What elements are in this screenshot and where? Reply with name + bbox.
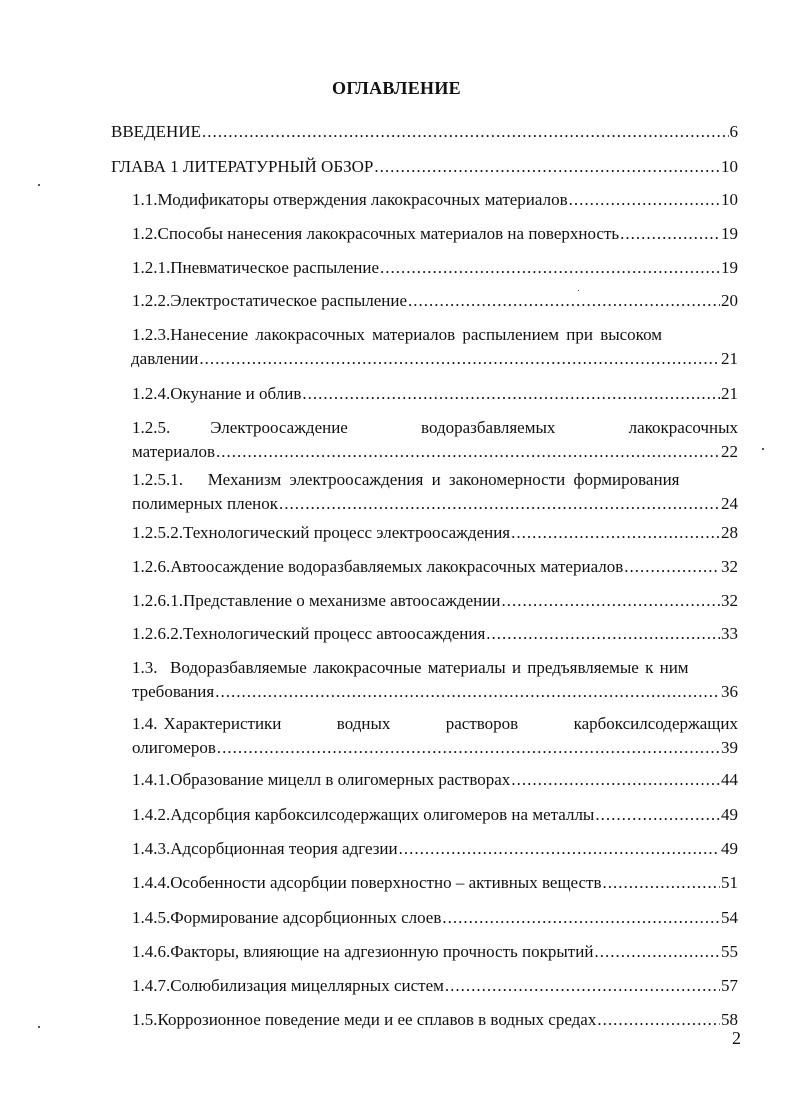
toc-entry-title: Модификаторы отверждения лакокрасочных материалов [157,190,568,209]
toc-entry-title: Способы нанесения лакокрасочных материалов на поверхность [157,224,620,243]
toc-entry-number: 1.4. [132,714,158,733]
toc-entry-title: Особенности адсорбции поверхностно – активных веществ [170,873,602,892]
scan-speck [38,184,40,186]
dot-leader [202,120,729,144]
toc-entry-number: 1.4.7. [132,976,171,995]
toc-entry-page: 51 [721,873,738,892]
toc-entry-number: 1.4.6. [132,942,171,961]
toc-entry-page: 57 [721,976,738,995]
toc-entry-page: 10 [721,190,738,209]
toc-entry-page: 32 [721,591,738,610]
dot-leader [408,289,720,313]
toc-entry-title: Окунание и облив [170,384,302,403]
toc-entry-introduction[interactable] [111,120,738,144]
toc-entry-1-2[interactable] [132,222,738,246]
toc-entry-title-word: лакокрасочных [628,418,738,437]
toc-entry-number: 1.2.6. [132,557,171,576]
toc-entry-title-cont: требования [132,682,215,701]
toc-entry-title-word: Электроосаждение [210,418,348,437]
toc-entry-title: Нанесение лакокрасочных материалов распылением при высоком [170,325,663,344]
toc-entry-number: 1.2.6.1. [132,591,183,610]
toc-entry-title: Адсорбционная теория адгезии [170,839,398,858]
toc-entry-1-5[interactable] [132,1008,738,1032]
toc-entry-title [164,712,739,736]
toc-entry-page: 39 [721,738,738,757]
dot-leader [486,622,720,646]
toc-entry-1-4-3[interactable] [132,837,738,861]
toc-entry-page: 55 [721,942,738,961]
dot-leader [603,871,720,895]
dot-leader [442,906,720,930]
toc-entry-title: Электростатическое распыление [170,291,408,310]
toc-entry-page: 49 [721,805,738,824]
toc-entry-title: ВВЕДЕНИЕ [111,122,201,141]
toc-entry-1-4-6[interactable] [132,940,738,964]
dot-leader [217,736,720,760]
scan-speck [762,448,764,450]
toc-entry-number: 1.5. [132,1010,158,1029]
toc-entry-1-2-6-1[interactable] [132,589,738,613]
toc-entry-page: 36 [721,682,738,701]
toc-entry-title: Образование мицелл в олигомерных растворах [170,770,511,789]
toc-entry-number: 1.4.4. [132,873,171,892]
dot-leader [216,440,720,464]
toc-entry-title: Механизм электроосаждения и закономерности формирования [207,470,680,489]
toc-entry-title-word: водных [336,714,391,733]
toc-entry-page: 44 [721,770,738,789]
toc-entry-number: 1.2.1. [132,258,171,277]
dot-leader [511,768,720,792]
toc-entry-page: 58 [721,1010,738,1029]
dot-leader [620,222,720,246]
toc-entry-1-4-7[interactable] [132,974,738,998]
toc-entry-number: 1.2. [132,224,158,243]
dot-leader [279,492,720,516]
toc-entry-title-word: водоразбавляемых [421,418,556,437]
toc-entry-1-2-5[interactable] [132,416,738,464]
dot-leader [594,940,720,964]
toc-entry-1-2-5-2[interactable] [132,521,738,545]
toc-entry-1-2-4[interactable] [132,382,738,406]
toc-entry-page: 10 [721,157,738,176]
dot-leader [569,188,720,212]
toc-entry-page: 6 [729,122,738,141]
toc-entry-number: 1.2.5.1. [132,470,183,489]
toc-entry-number: 1.4.1. [132,770,171,789]
dot-leader [511,521,720,545]
toc-entry-number: 1.4.5. [132,908,171,927]
scan-speck [578,290,579,291]
toc-entry-title: Технологический процесс электроосаждения [183,523,511,542]
toc-entry-page: 21 [721,349,738,368]
toc-entry-page: 22 [721,442,738,461]
toc-entry-number: 1.2.5. [132,418,171,437]
toc-entry-page: 49 [721,839,738,858]
toc-entry-title: Коррозионное поведение меди и ее сплавов в водных средах [157,1010,597,1029]
toc-entry-page: 32 [721,557,738,576]
toc-entry-1-4-2[interactable] [132,803,738,827]
dot-leader [624,555,720,579]
page-title: ОГЛАВЛЕНИЕ [332,78,461,98]
page-number: 2 [732,1028,741,1048]
toc-entry-title-cont: олигомеров [132,738,216,757]
toc-entry-title: Технологический процесс автоосаждения [183,624,486,643]
toc-entry-title: Формирование адсорбционных слоев [170,908,442,927]
toc-entry-title-cont: полимерных пленок [132,494,279,513]
toc-entry-title-word: растворов [445,714,519,733]
toc-entry-1-2-6-2[interactable] [132,622,738,646]
toc-entry-title: Солюбилизация мицеллярных систем [170,976,444,995]
toc-entry-1-4-5[interactable] [132,906,738,930]
toc-entry-1-4-4[interactable] [132,871,738,895]
toc-entry-1-2-1[interactable] [132,256,738,280]
toc-entry-title-cont: давлении [131,349,199,368]
dot-leader [374,155,720,179]
dot-leader [595,803,720,827]
dot-leader [597,1008,720,1032]
toc-entry-page: 19 [721,258,738,277]
toc-entry-1-2-3[interactable] [132,323,738,371]
toc-entry-page: 54 [721,908,738,927]
dot-leader [302,382,720,406]
toc-entry-1-2-5-1[interactable] [132,468,738,516]
toc-entry-title: ГЛАВА 1 ЛИТЕРАТУРНЫЙ ОБЗОР [111,157,374,176]
dot-leader [501,589,720,613]
toc-entry-1-4-1[interactable] [132,768,738,792]
toc-entry-number: 1.1. [132,190,158,209]
toc-entry-number: 1.2.2. [132,291,171,310]
toc-entry-title-cont: материалов [132,442,216,461]
toc-entry-number: 1.4.2. [132,805,171,824]
toc-entry-page: 19 [721,224,738,243]
toc-entry-1-4[interactable] [132,712,738,760]
toc-entry-title: Водоразбавляемые лакокрасочные материалы и предъявляемые к ним [170,658,689,677]
dot-leader [380,256,720,280]
dot-leader [215,680,720,704]
toc-entry-1-2-2[interactable] [132,289,738,313]
toc-entry-title: Представление о механизме автоосаждении [183,591,501,610]
toc-entry-number: 1.2.3. [132,325,171,344]
toc-entry-title [210,416,738,440]
toc-entry-1-2-6[interactable] [132,555,738,579]
toc-entry-page: 28 [721,523,738,542]
dot-leader [445,974,720,998]
toc-entry-number: 1.2.6.2. [132,624,183,643]
toc-entry-number: 1.2.4. [132,384,171,403]
dot-leader [199,347,720,371]
toc-entry-chapter-1[interactable] [111,155,738,179]
toc-entry-number: 1.2.5.2. [132,523,183,542]
toc-entry-1-1[interactable] [132,188,738,212]
toc-entry-title: Автоосаждение водоразбавляемых лакокрасочных материалов [170,557,624,576]
toc-entry-title: Пневматическое распыление [170,258,380,277]
toc-entry-title-word: карбоксилсодержащих [573,714,738,733]
toc-entry-title-word: Характеристики [163,714,282,733]
toc-entry-1-3[interactable] [132,656,738,704]
toc-entry-number: 1.4.3. [132,839,171,858]
toc-entry-page: 33 [721,624,738,643]
toc-entry-page: 21 [721,384,738,403]
toc-entry-title: Факторы, влияющие на адгезионную прочность покрытий [170,942,594,961]
dot-leader [399,837,720,861]
scan-speck [38,1026,40,1028]
toc-entry-title: Адсорбция карбоксилсодержащих олигомеров на металлы [170,805,595,824]
toc-entry-page: 24 [721,494,738,513]
toc-entry-page: 20 [721,291,738,310]
toc-entry-number: 1.3. [132,658,158,677]
